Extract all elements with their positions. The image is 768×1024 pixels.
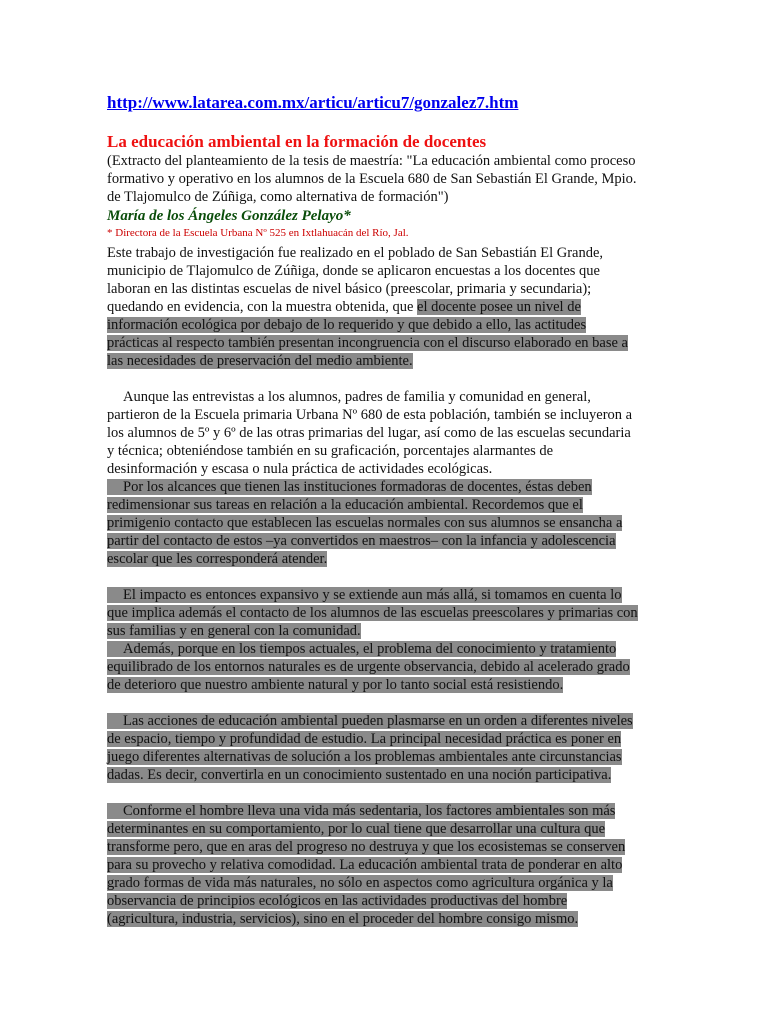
paragraph-line	[107, 478, 657, 496]
paragraph-line	[107, 838, 657, 856]
highlighted-text: transforme pero, que en aras del progreso no destruya y que los ecosistemas se conserven	[107, 839, 626, 855]
highlighted-text: escolar que les corresponderá atender.	[107, 551, 328, 567]
thesis-extract	[107, 152, 667, 206]
highlighted-text: sus familias y en general con la comunidad.	[107, 623, 361, 639]
blank-line	[107, 370, 657, 388]
paragraph-line	[107, 712, 657, 730]
paragraph-line: los alumnos de 5º y 6º de las otras primarias del lugar, así como de las escuelas secundaria	[107, 425, 631, 441]
paragraph-line	[107, 640, 657, 658]
paragraph-line	[107, 586, 657, 604]
highlighted-text: determinantes en su comportamiento, por lo cual tiene que desarrollar una cultura que	[107, 821, 606, 837]
paragraph-line	[107, 802, 657, 820]
highlighted-text: Además, porque en los tiempos actuales, el problema del conocimiento y tratamiento	[107, 641, 616, 657]
paragraph-line	[107, 874, 657, 892]
paragraph-line: y técnica; obteniéndose también en su graficación, porcentajes alarmantes de	[107, 443, 554, 459]
paragraph-line: laboran en las distintas escuelas de nivel básico (preescolar, primaria y secundaria);	[107, 281, 592, 297]
paragraph-line	[107, 496, 657, 514]
paragraph-line	[107, 730, 657, 748]
highlighted-text: Por los alcances que tienen las instituciones formadoras de docentes, éstas deben	[107, 479, 592, 495]
paragraph-line	[107, 352, 657, 370]
paragraph-line	[107, 316, 657, 334]
paragraph-line	[107, 532, 657, 550]
paragraph-line	[107, 334, 657, 352]
highlighted-text: (agricultura, industria, servicios), sino en el proceder del hombre consigo mismo.	[107, 911, 579, 927]
paragraph-line	[107, 910, 657, 928]
highlighted-text: redimensionar sus tareas en relación a la educación ambiental. Recordemos que el	[107, 497, 583, 513]
highlighted-text: primigenio contacto que establecen las escuelas normales con sus alumnos se ensancha a	[107, 515, 623, 531]
paragraph-line	[107, 766, 657, 784]
article-body	[107, 244, 657, 928]
extract-line: formativo y operativo en los alumnos de la Escuela 680 de San Sebastián El Grande, Mpio.	[107, 171, 637, 187]
paragraph-line: Aunque las entrevistas a los alumnos, padres de familia y comunidad en general,	[123, 389, 591, 405]
highlighted-text: las necesidades de preservación del medio ambiente.	[107, 353, 413, 369]
highlighted-text: Conforme el hombre lleva una vida más sedentaria, los factores ambientales son más	[107, 803, 615, 819]
blank-line	[107, 784, 657, 802]
paragraph-line	[107, 892, 657, 910]
paragraph-line: municipio de Tlajomulco de Zúñiga, donde se aplicaron encuestas a los docentes que	[107, 263, 600, 279]
highlighted-text: de espacio, tiempo y profundidad de estudio. La principal necesidad práctica es poner en	[107, 731, 622, 747]
blank-line	[107, 694, 657, 712]
extract-line: (Extracto del planteamiento de la tesis de maestría: "La educación ambiental como proceso	[107, 153, 636, 169]
paragraph-line	[107, 298, 657, 316]
highlighted-text: dadas. Es decir, convertirla en un conocimiento sustentado en una noción participativa.	[107, 767, 612, 783]
paragraph-line	[107, 622, 657, 640]
paragraph-line: Este trabajo de investigación fue realizado en el poblado de San Sebastián El Grande,	[107, 245, 604, 261]
highlighted-text: de deterioro que nuestro ambiente natural y por lo tanto social está resistiendo.	[107, 677, 564, 693]
highlighted-text: juego diferentes alternativas de solución a los problemas ambientales ante circunstancias	[107, 749, 622, 765]
highlighted-text: el docente posee un nivel de	[417, 299, 581, 315]
highlighted-text: Las acciones de educación ambiental pueden plasmarse en un orden a diferentes niveles	[107, 713, 633, 729]
paragraph-line: desinformación y escasa o nula práctica de actividades ecológicas.	[107, 461, 493, 477]
paragraph-line	[107, 676, 657, 694]
author-name: María de los Ángeles González Pelayo*	[107, 208, 351, 224]
highlighted-text: equilibrado de los entornos naturales es de urgente observancia, debido al acelerado grado	[107, 659, 630, 675]
highlighted-text: prácticas al respecto también presentan incongruencia con el discurso elaborado en base a	[107, 335, 628, 351]
highlighted-text: que implica además el contacto de los alumnos de las escuelas preescolares y primarias con	[107, 605, 638, 621]
paragraph-line	[107, 748, 657, 766]
highlighted-text: partir del contacto de estos –ya convertidos en maestros– con la infancia y adolescencia	[107, 533, 616, 549]
blank-line	[107, 568, 657, 586]
paragraph-line	[107, 856, 657, 874]
highlighted-text: observancia de principios ecológicos en las actividades productivas del hombre	[107, 893, 568, 909]
extract-line: de Tlajomulco de Zúñiga, como alternativa de formación")	[107, 189, 449, 205]
paragraph-line	[107, 604, 657, 622]
article-title: La educación ambiental en la formación de docentes	[107, 132, 487, 151]
highlighted-text: grado formas de vida más naturales, no sólo en aspectos como agricultura orgánica y la	[107, 875, 613, 891]
highlighted-text: para su provecho y relativa comodidad. La educación ambiental trata de ponderar en alto	[107, 857, 623, 873]
paragraph-line	[107, 550, 657, 568]
highlighted-text: información ecológica por debajo de lo requerido y que debido a ello, las actitudes	[107, 317, 587, 333]
paragraph-line	[107, 658, 657, 676]
plain-text: quedando en evidencia, con la muestra obtenida, que	[107, 299, 418, 315]
author-affiliation: * Directora de la Escuela Urbana Nº 525 en Ixtlahuacán del Río, Jal.	[107, 227, 409, 239]
highlighted-text: El impacto es entonces expansivo y se extiende aun más allá, si tomamos en cuenta lo	[107, 587, 622, 603]
paragraph-line	[107, 514, 657, 532]
paragraph-line: partieron de la Escuela primaria Urbana Nº 680 de esta población, también se incluyeron a	[107, 407, 633, 423]
source-url-link[interactable]: http://www.latarea.com.mx/articu/articu7/gonzalez7.htm	[107, 93, 519, 112]
paragraph-line	[107, 820, 657, 838]
